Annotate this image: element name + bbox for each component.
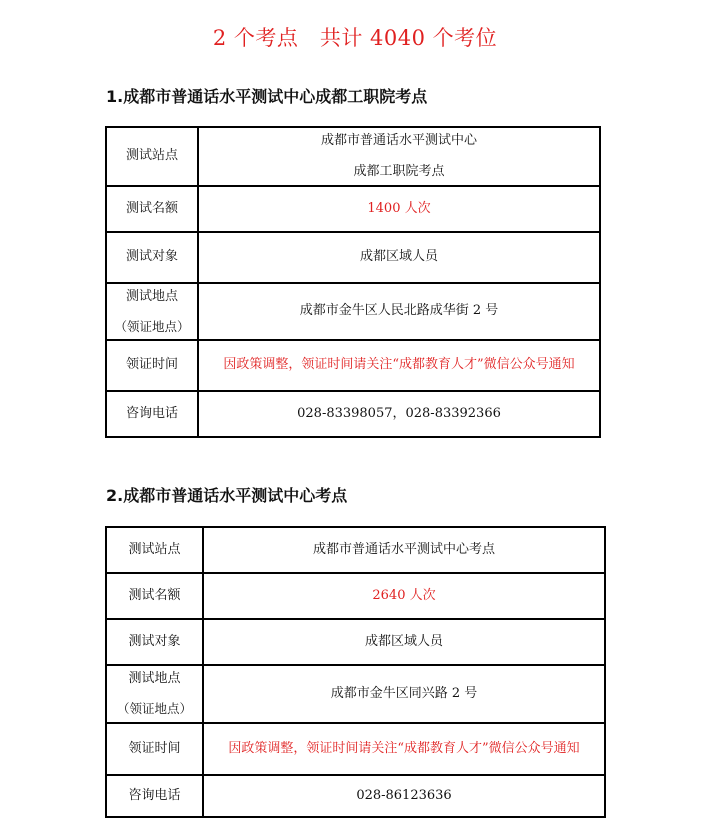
label-phone: 咨询电话 — [106, 775, 203, 817]
table-row-location — [106, 665, 605, 723]
section-title-1: 1.成都市普通话水平测试中心成都工职院考点 — [106, 87, 428, 106]
label-cert-time: 领证时间 — [106, 723, 203, 775]
label-location-line1: 测试地点 — [128, 671, 181, 687]
label-quota: 测试名额 — [106, 186, 198, 232]
value-station — [198, 127, 600, 186]
value-phone: 028-83398057，028-83392366 — [198, 391, 600, 437]
value-station: 成都市普通话水平测试中心考点 — [203, 527, 605, 573]
value-quota: 2640 人次 — [203, 573, 605, 619]
label-target: 测试对象 — [106, 619, 203, 665]
label-location — [106, 665, 203, 723]
table-row-phone — [106, 775, 605, 817]
value-location: 成都市金牛区人民北路成华街 2 号 — [198, 283, 600, 340]
table-row-cert-time — [106, 723, 605, 775]
value-location: 成都市金牛区同兴路 2 号 — [203, 665, 605, 723]
label-location-line2: （领证地点） — [116, 701, 192, 717]
table-row-quota — [106, 573, 605, 619]
value-cert-time: 因政策调整，领证时间请关注“成都教育人才”微信公众号通知 — [198, 340, 600, 391]
table-row-target — [106, 619, 605, 665]
label-quota: 测试名额 — [106, 573, 203, 619]
value-phone: 028-86123636 — [203, 775, 605, 817]
label-station: 测试站点 — [106, 127, 198, 186]
test-site-table-1 — [105, 126, 601, 438]
section-title-2: 2.成都市普通话水平测试中心考点 — [106, 486, 348, 505]
label-location-line1: 测试地点 — [125, 288, 178, 304]
table-row-quota — [106, 186, 600, 232]
value-target: 成都区域人员 — [203, 619, 605, 665]
label-location — [106, 283, 198, 340]
value-station-line2: 成都工职院考点 — [353, 163, 445, 179]
label-target: 测试对象 — [106, 232, 198, 283]
label-location-line2: （领证地点） — [114, 318, 190, 334]
value-station-line1: 成都市普通话水平测试中心 — [320, 133, 477, 149]
value-target: 成都区域人员 — [198, 232, 600, 283]
label-station: 测试站点 — [106, 527, 203, 573]
test-site-table-2 — [105, 526, 606, 818]
table-row-station — [106, 527, 605, 573]
table-row-phone — [106, 391, 600, 437]
value-quota: 1400 人次 — [198, 186, 600, 232]
table-row-station — [106, 127, 600, 186]
label-phone: 咨询电话 — [106, 391, 198, 437]
page-title: 2 个考点 共计 4040 个考位 — [212, 26, 498, 50]
label-cert-time: 领证时间 — [106, 340, 198, 391]
table-row-cert-time — [106, 340, 600, 391]
value-cert-time: 因政策调整，领证时间请关注“成都教育人才”微信公众号通知 — [203, 723, 605, 775]
table-row-location — [106, 283, 600, 340]
table-row-target — [106, 232, 600, 283]
